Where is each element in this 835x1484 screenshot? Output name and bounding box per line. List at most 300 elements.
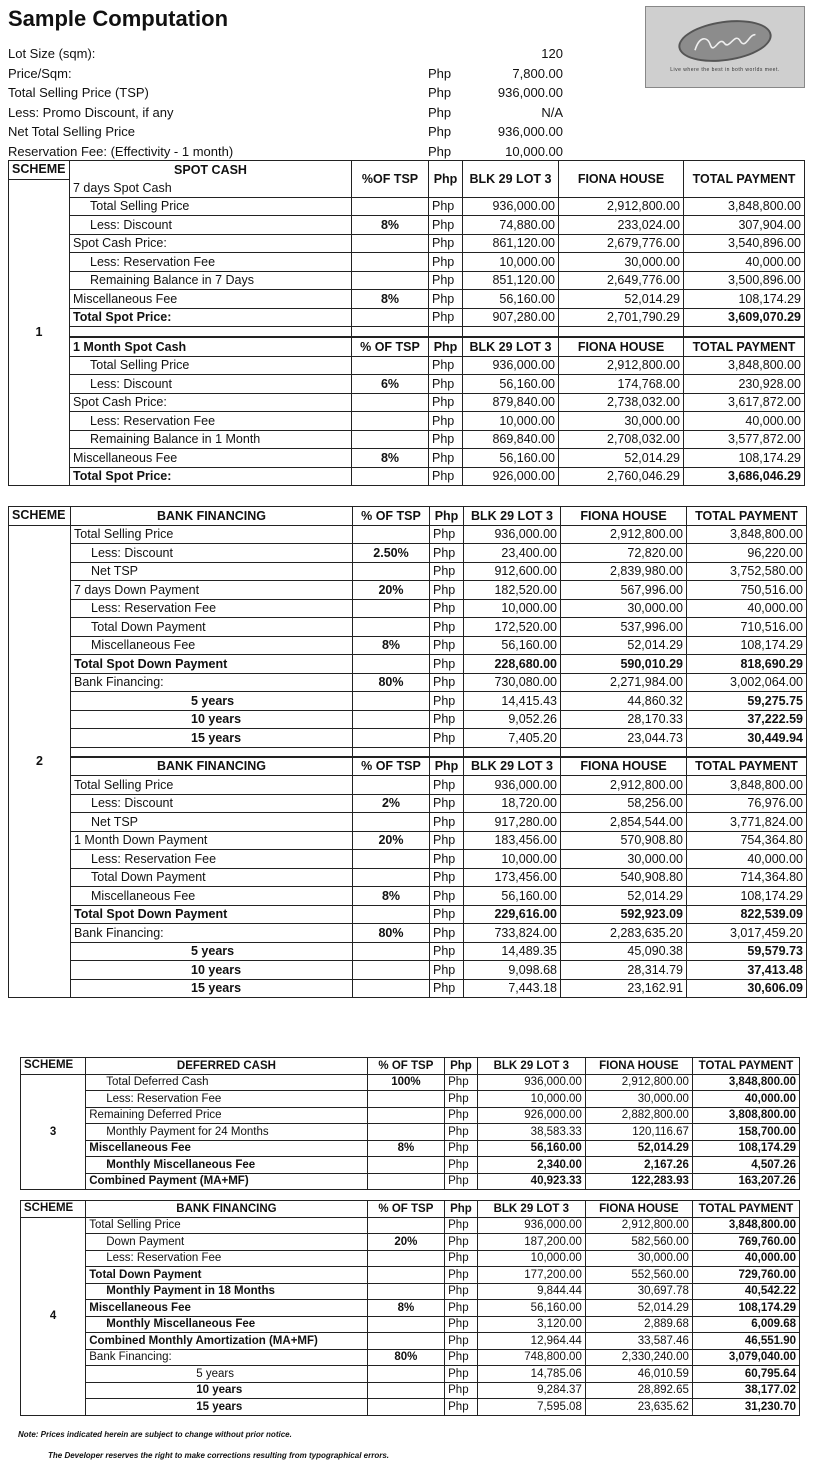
row-label: Total Down Payment xyxy=(86,1267,367,1284)
row-total-payment: 3,577,872.00 xyxy=(684,430,805,449)
row-blk-29-lot-3: 7,595.08 xyxy=(477,1399,585,1416)
row-blk-29-lot-3: 936,000.00 xyxy=(463,197,559,216)
row-pct xyxy=(353,729,430,748)
table-row xyxy=(9,729,807,748)
table-row xyxy=(9,430,805,449)
summary-label: Reservation Fee: (Effectivity - 1 month) xyxy=(8,143,234,159)
spacer-row xyxy=(9,327,805,338)
row-currency: Php xyxy=(430,729,464,748)
row-pct: 6% xyxy=(352,375,429,394)
spacer-cell xyxy=(352,327,429,338)
row-label: Bank Financing: xyxy=(71,924,353,943)
row-blk-29-lot-3: 7,443.18 xyxy=(464,979,561,998)
row-currency: Php xyxy=(430,794,464,813)
table-row xyxy=(9,290,805,309)
row-label: Monthly Payment in 18 Months xyxy=(86,1283,367,1300)
currency-header: Php xyxy=(430,507,464,526)
row-currency: Php xyxy=(430,710,464,729)
row-blk-29-lot-3: 730,080.00 xyxy=(464,673,561,692)
pct-of-tsp-header: % OF TSP xyxy=(353,757,430,776)
row-fiona-house: 122,283.93 xyxy=(585,1173,692,1190)
row-label: Less: Discount xyxy=(71,794,353,813)
table-row xyxy=(9,308,805,327)
row-currency: Php xyxy=(445,1267,478,1284)
scheme-label: SCHEME xyxy=(9,507,71,526)
summary-row xyxy=(8,103,568,123)
header-row xyxy=(9,757,807,776)
blk-29-lot-3-header: BLK 29 LOT 3 xyxy=(464,507,561,526)
row-blk-29-lot-3: 912,600.00 xyxy=(464,562,561,581)
currency-header: Php xyxy=(430,757,464,776)
note-price-change: Note: Prices indicated herein are subject to change without prior notice. xyxy=(18,1430,292,1439)
row-total-payment: 108,174.29 xyxy=(687,887,807,906)
row-label: Total Spot Price: xyxy=(70,467,352,486)
row-label: Remaining Balance in 7 Days xyxy=(70,271,352,290)
row-fiona-house: 120,116.67 xyxy=(585,1124,692,1141)
row-label: 5 years xyxy=(71,942,353,961)
row-currency: Php xyxy=(430,776,464,795)
fiona-house-header: FIONA HOUSE xyxy=(561,507,687,526)
row-currency: Php xyxy=(445,1300,478,1317)
table-row xyxy=(9,253,805,272)
table-row xyxy=(9,850,807,869)
pct-of-tsp-header: %OF TSP xyxy=(352,161,429,198)
row-pct: 2.50% xyxy=(353,544,430,563)
row-fiona-house: 30,000.00 xyxy=(561,850,687,869)
table-row xyxy=(21,1157,800,1174)
row-currency: Php xyxy=(445,1234,478,1251)
row-blk-29-lot-3: 14,785.06 xyxy=(477,1366,585,1383)
row-total-payment: 30,606.09 xyxy=(687,979,807,998)
table-row xyxy=(21,1300,800,1317)
row-currency: Php xyxy=(429,290,463,309)
row-total-payment: 754,364.80 xyxy=(687,831,807,850)
row-currency: Php xyxy=(429,234,463,253)
row-currency: Php xyxy=(429,197,463,216)
row-currency: Php xyxy=(430,655,464,674)
table-row xyxy=(21,1316,800,1333)
row-pct xyxy=(367,1124,444,1141)
row-currency: Php xyxy=(445,1074,478,1091)
currency-header: Php xyxy=(429,337,463,356)
row-pct xyxy=(367,1267,444,1284)
table-row xyxy=(9,794,807,813)
row-label: 7 days Down Payment xyxy=(71,581,353,600)
summary-val: 120 xyxy=(541,46,563,62)
row-label: Miscellaneous Fee xyxy=(70,449,352,468)
total-payment-header: TOTAL PAYMENT xyxy=(687,507,807,526)
scheme-3-deferred-cash-table xyxy=(20,1057,800,1190)
row-pct: 80% xyxy=(367,1349,444,1366)
row-total-payment: 3,848,800.00 xyxy=(687,776,807,795)
row-label: Total Spot Price: xyxy=(70,308,352,327)
pct-of-tsp-header: % OF TSP xyxy=(352,337,429,356)
summary-row xyxy=(8,142,568,162)
row-label: Less: Reservation Fee xyxy=(71,599,353,618)
row-currency: Php xyxy=(445,1091,478,1108)
fiona-house-header: FIONA HOUSE xyxy=(561,757,687,776)
row-currency: Php xyxy=(445,1382,478,1399)
row-fiona-house: 2,912,800.00 xyxy=(561,776,687,795)
row-label: Total Selling Price xyxy=(71,776,353,795)
row-fiona-house: 2,760,046.29 xyxy=(559,467,684,486)
row-currency: Php xyxy=(429,356,463,375)
row-blk-29-lot-3: 7,405.20 xyxy=(464,729,561,748)
row-label: Bank Financing: xyxy=(86,1349,367,1366)
row-label: Total Selling Price xyxy=(86,1217,367,1234)
row-label: 15 years xyxy=(71,979,353,998)
spacer-cell xyxy=(463,327,559,338)
table-row xyxy=(21,1250,800,1267)
spacer-cell xyxy=(561,747,687,757)
row-pct xyxy=(353,710,430,729)
table-row xyxy=(9,905,807,924)
table-row xyxy=(9,942,807,961)
row-blk-29-lot-3: 12,964.44 xyxy=(477,1333,585,1350)
currency-header: Php xyxy=(445,1058,478,1075)
table-row xyxy=(9,271,805,290)
row-label: Remaining Balance in 1 Month xyxy=(70,430,352,449)
summary-label: Lot Size (sqm): xyxy=(8,46,96,62)
fiona-house-header: FIONA HOUSE xyxy=(559,337,684,356)
row-blk-29-lot-3: 56,160.00 xyxy=(464,887,561,906)
row-label: 1 Month Down Payment xyxy=(71,831,353,850)
row-blk-29-lot-3: 851,120.00 xyxy=(463,271,559,290)
row-pct xyxy=(352,271,429,290)
row-currency: Php xyxy=(430,979,464,998)
row-fiona-house: 23,044.73 xyxy=(561,729,687,748)
row-pct: 8% xyxy=(352,449,429,468)
section-subtitle: 1 Month Spot Cash xyxy=(70,337,352,356)
row-total-payment: 38,177.02 xyxy=(692,1382,799,1399)
row-total-payment: 37,222.59 xyxy=(687,710,807,729)
row-label: Total Down Payment xyxy=(71,618,353,637)
row-currency: Php xyxy=(429,308,463,327)
scheme-number: 2 xyxy=(9,525,71,998)
total-payment-header: TOTAL PAYMENT xyxy=(692,1201,799,1218)
table-row xyxy=(9,924,807,943)
row-fiona-house: 2,912,800.00 xyxy=(585,1074,692,1091)
row-total-payment: 822,539.09 xyxy=(687,905,807,924)
row-pct: 8% xyxy=(352,290,429,309)
row-currency: Php xyxy=(430,850,464,869)
page-title: Sample Computation xyxy=(8,6,229,31)
row-currency: Php xyxy=(430,562,464,581)
row-blk-29-lot-3: 40,923.33 xyxy=(477,1173,585,1190)
row-fiona-house: 2,679,776.00 xyxy=(559,234,684,253)
row-blk-29-lot-3: 9,844.44 xyxy=(477,1283,585,1300)
fiona-house-header: FIONA HOUSE xyxy=(585,1058,692,1075)
spacer-cell xyxy=(71,747,353,757)
row-blk-29-lot-3: 936,000.00 xyxy=(477,1217,585,1234)
row-blk-29-lot-3: 936,000.00 xyxy=(463,356,559,375)
row-currency: Php xyxy=(445,1250,478,1267)
row-pct xyxy=(353,813,430,832)
table-row xyxy=(21,1217,800,1234)
row-total-payment: 40,000.00 xyxy=(687,599,807,618)
row-currency: Php xyxy=(429,253,463,272)
table-row xyxy=(9,776,807,795)
row-pct: 8% xyxy=(352,216,429,235)
row-blk-29-lot-3: 56,160.00 xyxy=(477,1300,585,1317)
row-pct xyxy=(367,1399,444,1416)
row-total-payment: 108,174.29 xyxy=(692,1140,799,1157)
row-currency: Php xyxy=(445,1157,478,1174)
row-pct xyxy=(367,1217,444,1234)
table-row xyxy=(21,1366,800,1383)
row-label: Total Selling Price xyxy=(71,525,353,544)
row-label: Monthly Miscellaneous Fee xyxy=(86,1316,367,1333)
row-pct xyxy=(353,525,430,544)
row-blk-29-lot-3: 172,520.00 xyxy=(464,618,561,637)
row-label: Combined Monthly Amortization (MA+MF) xyxy=(86,1333,367,1350)
row-total-payment: 3,686,046.29 xyxy=(684,467,805,486)
scheme-label: SCHEME xyxy=(9,161,70,180)
section-title: DEFERRED CASH xyxy=(86,1058,367,1075)
row-fiona-house: 28,170.33 xyxy=(561,710,687,729)
summary-label: Total Selling Price (TSP) xyxy=(8,85,149,101)
row-blk-29-lot-3: 18,720.00 xyxy=(464,794,561,813)
row-fiona-house: 592,923.09 xyxy=(561,905,687,924)
row-label: Less: Reservation Fee xyxy=(70,253,352,272)
row-total-payment: 3,771,824.00 xyxy=(687,813,807,832)
row-fiona-house: 52,014.29 xyxy=(585,1140,692,1157)
row-pct xyxy=(352,430,429,449)
row-fiona-house: 52,014.29 xyxy=(561,636,687,655)
row-fiona-house: 30,000.00 xyxy=(561,599,687,618)
row-currency: Php xyxy=(430,868,464,887)
table-row xyxy=(21,1140,800,1157)
row-currency: Php xyxy=(429,216,463,235)
row-pct: 8% xyxy=(367,1300,444,1317)
table-row xyxy=(9,356,805,375)
row-total-payment: 59,275.75 xyxy=(687,692,807,711)
row-total-payment: 3,017,459.20 xyxy=(687,924,807,943)
row-total-payment: 729,760.00 xyxy=(692,1267,799,1284)
summary-cur: Php xyxy=(428,124,452,140)
row-total-payment: 30,449.94 xyxy=(687,729,807,748)
row-currency: Php xyxy=(430,813,464,832)
row-fiona-house: 174,768.00 xyxy=(559,375,684,394)
spacer-cell xyxy=(559,327,684,338)
table-row xyxy=(9,673,807,692)
row-blk-29-lot-3: 10,000.00 xyxy=(464,850,561,869)
blk-29-lot-3-header: BLK 29 LOT 3 xyxy=(477,1058,585,1075)
row-total-payment: 769,760.00 xyxy=(692,1234,799,1251)
scheme-label: SCHEME xyxy=(21,1058,86,1075)
row-pct xyxy=(352,467,429,486)
row-fiona-house: 44,860.32 xyxy=(561,692,687,711)
row-pct xyxy=(353,868,430,887)
pct-of-tsp-header: % OF TSP xyxy=(367,1201,444,1218)
total-payment-header: TOTAL PAYMENT xyxy=(684,161,805,198)
table-row xyxy=(9,467,805,486)
header-row xyxy=(9,507,807,526)
row-blk-29-lot-3: 879,840.00 xyxy=(463,393,559,412)
table-row xyxy=(21,1283,800,1300)
row-pct xyxy=(352,308,429,327)
spacer-cell xyxy=(353,747,430,757)
logo-tagline: Live where the best in both worlds meet. xyxy=(670,67,780,73)
row-pct xyxy=(367,1157,444,1174)
scheme-label: SCHEME xyxy=(21,1201,86,1218)
section-title: BANK FINANCING xyxy=(71,757,353,776)
row-currency: Php xyxy=(429,375,463,394)
summary-val: 10,000.00 xyxy=(505,143,563,159)
row-fiona-house: 52,014.29 xyxy=(559,290,684,309)
row-label: 5 years xyxy=(86,1366,367,1383)
row-currency: Php xyxy=(445,1107,478,1124)
summary-cur: Php xyxy=(428,85,452,101)
row-fiona-house: 30,000.00 xyxy=(585,1250,692,1267)
summary-label: Less: Promo Discount, if any xyxy=(8,104,174,120)
section-title: BANK FINANCING xyxy=(86,1201,367,1218)
row-total-payment: 108,174.29 xyxy=(684,290,805,309)
row-pct xyxy=(367,1091,444,1108)
row-fiona-house: 2,912,800.00 xyxy=(559,197,684,216)
row-total-payment: 6,009.68 xyxy=(692,1316,799,1333)
row-currency: Php xyxy=(429,271,463,290)
row-blk-29-lot-3: 936,000.00 xyxy=(464,525,561,544)
row-fiona-house: 46,010.59 xyxy=(585,1366,692,1383)
row-currency: Php xyxy=(445,1283,478,1300)
row-total-payment: 46,551.90 xyxy=(692,1333,799,1350)
row-pct xyxy=(353,850,430,869)
row-fiona-house: 28,314.79 xyxy=(561,961,687,980)
row-total-payment: 40,000.00 xyxy=(684,253,805,272)
row-fiona-house: 2,649,776.00 xyxy=(559,271,684,290)
total-payment-header: TOTAL PAYMENT xyxy=(692,1058,799,1075)
row-fiona-house: 52,014.29 xyxy=(559,449,684,468)
fiona-house-header: FIONA HOUSE xyxy=(585,1201,692,1218)
row-blk-29-lot-3: 733,824.00 xyxy=(464,924,561,943)
row-fiona-house: 2,283,635.20 xyxy=(561,924,687,943)
row-currency: Php xyxy=(445,1140,478,1157)
row-total-payment: 60,795.64 xyxy=(692,1366,799,1383)
row-currency: Php xyxy=(445,1316,478,1333)
section-subtitle: 7 days Spot Cash xyxy=(70,179,352,197)
row-currency: Php xyxy=(445,1124,478,1141)
row-fiona-house: 72,820.00 xyxy=(561,544,687,563)
table-row xyxy=(9,216,805,235)
row-total-payment: 230,928.00 xyxy=(684,375,805,394)
row-fiona-house: 567,996.00 xyxy=(561,581,687,600)
spacer-cell xyxy=(70,327,352,338)
row-blk-29-lot-3: 56,160.00 xyxy=(463,449,559,468)
summary-val: N/A xyxy=(541,104,563,120)
table-row xyxy=(9,692,807,711)
row-pct xyxy=(367,1250,444,1267)
row-currency: Php xyxy=(429,467,463,486)
row-fiona-house: 2,271,984.00 xyxy=(561,673,687,692)
row-label: Less: Reservation Fee xyxy=(70,412,352,431)
row-label: 5 years xyxy=(71,692,353,711)
summary-row xyxy=(8,122,568,142)
row-currency: Php xyxy=(445,1217,478,1234)
row-pct xyxy=(353,618,430,637)
row-pct: 20% xyxy=(367,1234,444,1251)
row-blk-29-lot-3: 23,400.00 xyxy=(464,544,561,563)
row-label: Miscellaneous Fee xyxy=(71,887,353,906)
row-currency: Php xyxy=(430,599,464,618)
summary-row xyxy=(8,64,568,84)
spacer-cell xyxy=(464,747,561,757)
table-row xyxy=(9,562,807,581)
summary-block xyxy=(8,44,568,161)
row-blk-29-lot-3: 183,456.00 xyxy=(464,831,561,850)
row-fiona-house: 30,000.00 xyxy=(559,253,684,272)
table-row xyxy=(9,412,805,431)
row-total-payment: 3,752,580.00 xyxy=(687,562,807,581)
row-label: Miscellaneous Fee xyxy=(86,1300,367,1317)
row-total-payment: 750,516.00 xyxy=(687,581,807,600)
scheme-4-bank-financing-table xyxy=(20,1200,800,1416)
row-currency: Php xyxy=(430,924,464,943)
row-pct xyxy=(367,1107,444,1124)
row-label: Total Selling Price xyxy=(70,356,352,375)
row-currency: Php xyxy=(430,544,464,563)
row-label: Spot Cash Price: xyxy=(70,393,352,412)
row-fiona-house: 2,330,240.00 xyxy=(585,1349,692,1366)
row-fiona-house: 537,996.00 xyxy=(561,618,687,637)
summary-cur: Php xyxy=(428,143,452,159)
header-row xyxy=(21,1201,800,1218)
summary-label: Price/Sqm: xyxy=(8,65,72,81)
table-row xyxy=(9,599,807,618)
row-fiona-house: 2,708,032.00 xyxy=(559,430,684,449)
row-blk-29-lot-3: 229,616.00 xyxy=(464,905,561,924)
row-pct xyxy=(353,599,430,618)
row-pct xyxy=(352,356,429,375)
spacer-cell xyxy=(429,327,463,338)
row-blk-29-lot-3: 228,680.00 xyxy=(464,655,561,674)
scheme-number: 3 xyxy=(21,1074,86,1190)
table-row xyxy=(9,234,805,253)
row-label: Less: Discount xyxy=(70,216,352,235)
row-fiona-house: 233,024.00 xyxy=(559,216,684,235)
row-label: Less: Discount xyxy=(70,375,352,394)
row-label: Miscellaneous Fee xyxy=(86,1140,367,1157)
row-currency: Php xyxy=(430,525,464,544)
row-pct xyxy=(352,393,429,412)
summary-row xyxy=(8,44,568,64)
row-fiona-house: 2,912,800.00 xyxy=(559,356,684,375)
row-pct: 100% xyxy=(367,1074,444,1091)
row-currency: Php xyxy=(430,673,464,692)
row-blk-29-lot-3: 14,415.43 xyxy=(464,692,561,711)
row-pct xyxy=(367,1333,444,1350)
row-fiona-house: 33,587.46 xyxy=(585,1333,692,1350)
row-blk-29-lot-3: 173,456.00 xyxy=(464,868,561,887)
row-pct: 2% xyxy=(353,794,430,813)
row-fiona-house: 2,912,800.00 xyxy=(585,1217,692,1234)
row-blk-29-lot-3: 177,200.00 xyxy=(477,1267,585,1284)
scheme-1-spot-cash-table xyxy=(8,160,805,486)
row-label: Total Selling Price xyxy=(70,197,352,216)
table-row xyxy=(9,618,807,637)
summary-cur: Php xyxy=(428,104,452,120)
row-label: Less: Reservation Fee xyxy=(86,1091,367,1108)
table-row xyxy=(9,197,805,216)
row-fiona-house: 582,560.00 xyxy=(585,1234,692,1251)
row-currency: Php xyxy=(430,692,464,711)
row-blk-29-lot-3: 9,098.68 xyxy=(464,961,561,980)
row-blk-29-lot-3: 10,000.00 xyxy=(464,599,561,618)
row-fiona-house: 23,635.62 xyxy=(585,1399,692,1416)
row-label: Miscellaneous Fee xyxy=(70,290,352,309)
row-label: Less: Reservation Fee xyxy=(71,850,353,869)
summary-cur: Php xyxy=(428,65,452,81)
